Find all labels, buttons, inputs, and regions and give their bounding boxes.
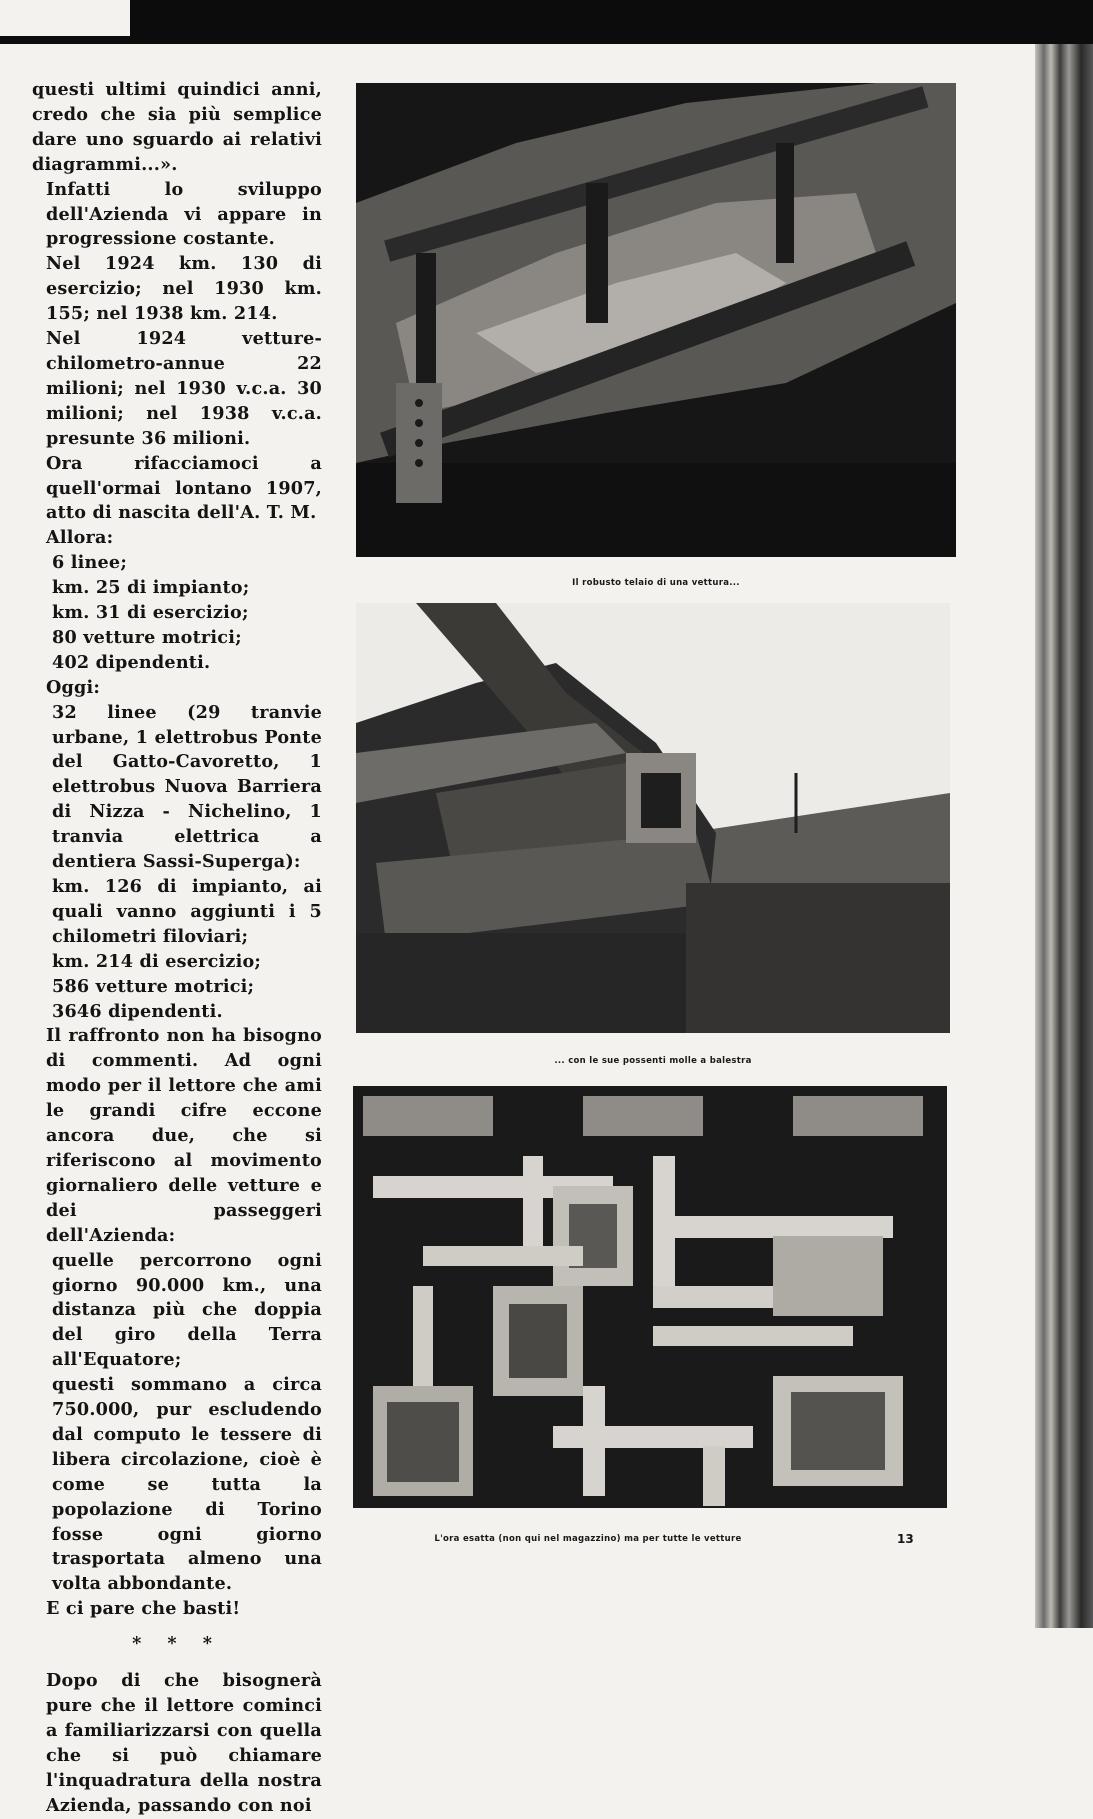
- paragraph: Infatti lo sviluppo dell'Azienda vi appare in progressione costante.: [46, 178, 322, 250]
- section-separator: * * *: [132, 1633, 222, 1655]
- photo-clocks-image: [353, 1086, 947, 1508]
- list-item: quelle percorrono ogni giorno 90.000 km., una distanza più che doppia del giro della Terra all'Equatore;: [52, 1249, 322, 1371]
- paragraph: questi ultimi quindici anni, credo che sia più semplice dare uno sguardo ai relativi diagrammi...».: [32, 79, 322, 175]
- paragraph: Nel 1924 vetture-chilometro-annue 22 milioni; nel 1930 v.c.a. 30 milioni; nel 1938 v.c.a. presunte 36 milioni.: [46, 328, 322, 449]
- photo-clock-storage: [353, 1086, 947, 1508]
- photo-caption: ... con le sue possenti molle a balestra: [554, 1056, 752, 1066]
- photo-chassis-image: [356, 83, 956, 557]
- paragraph: E ci pare che basti!: [46, 1598, 241, 1620]
- paragraph: Dopo di che bisognerà pure che il lettore cominci a familiarizzarsi con quella che si può chiamare l'inquadratura della nostra Azienda, passando con noi: [46, 1670, 322, 1816]
- list-item: 6 linee;: [52, 552, 128, 574]
- list-item: 402 dipendenti.: [52, 651, 211, 673]
- top-left-notch: [0, 0, 130, 36]
- body-text-column: [32, 78, 322, 1819]
- book-binding-edge: [1033, 44, 1093, 1628]
- list-item: km. 25 di impianto;: [52, 577, 250, 599]
- page-number: 13: [897, 1532, 914, 1546]
- photo-vehicle-chassis: [356, 83, 956, 557]
- list-item: questi sommano a circa 750.000, pur escludendo dal computo le tessere di libera circolazione, cioè è come se tutta la popolazione di Torino fosse ogni giorno trasportata almeno una volta abbondante.: [52, 1374, 322, 1595]
- photo-caption: Il robusto telaio di una vettura...: [572, 578, 740, 588]
- list-item: 80 vetture motrici;: [52, 626, 242, 648]
- list-item: 3646 dipendenti.: [52, 1000, 223, 1022]
- paragraph: Allora:: [46, 527, 114, 549]
- paragraph: Oggi:: [46, 676, 101, 698]
- list-item: 586 vetture motrici;: [52, 975, 255, 997]
- list-item: km. 31 di esercizio;: [52, 602, 249, 624]
- photo-caption: L'ora esatta (non qui nel magazzino) ma per tutte le vetture: [434, 1534, 742, 1544]
- list-item: km. 214 di esercizio;: [52, 950, 262, 972]
- photo-leaf-springs: [356, 603, 950, 1033]
- photo-springs-image: [356, 603, 950, 1033]
- paragraph: Nel 1924 km. 130 di esercizio; nel 1930 km. 155; nel 1938 km. 214.: [46, 253, 322, 325]
- list-item: km. 126 di impianto, ai quali vanno aggiunti i 5 chilometri filoviari;: [52, 876, 322, 947]
- paragraph: Il raffronto non ha bisogno di commenti. Ad ogni modo per il lettore che ami le grandi cifre eccone ancora due, che si riferiscono al movimento giornaliero delle vetture e dei passeggeri dell'Azienda:: [46, 1025, 322, 1246]
- paragraph: Ora rifacciamoci a quell'ormai lontano 1907, atto di nascita dell'A. T. M.: [46, 452, 322, 524]
- list-item: 32 linee (29 tranvie urbane, 1 elettrobus Ponte del Gatto-Cavoretto, 1 elettrobus Nuova Barriera di Nizza - Nichelino, 1 tranvia elettrica a dentiera Sassi-Superga):: [52, 701, 322, 873]
